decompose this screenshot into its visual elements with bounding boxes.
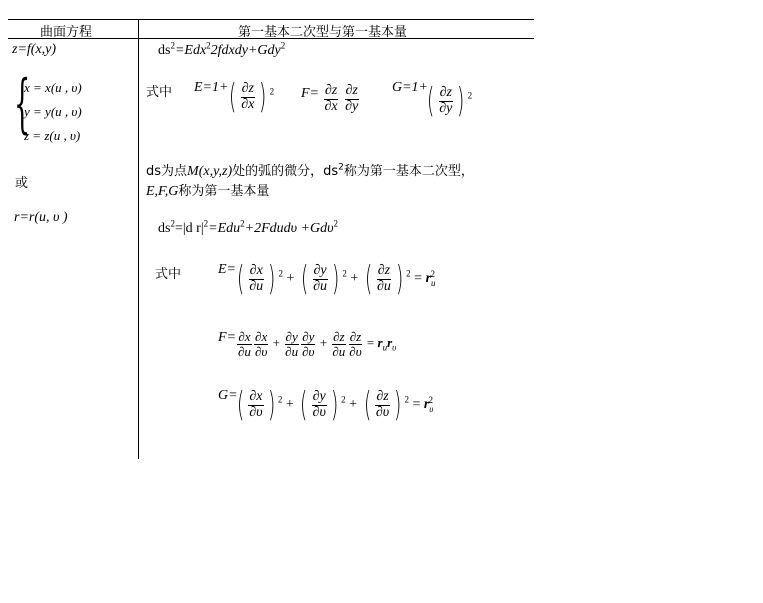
G-definition: G=1+ [392, 80, 429, 95]
ds-equation-1: $ds^2=Edx^22fdxdy+Gdy^2$ [158, 40, 286, 58]
or-label: 或 [15, 176, 29, 191]
where-label-2: 式中 [155, 267, 182, 282]
fundamental-quantities-sentence: E,F,G称为第一基本量 [146, 184, 270, 199]
G2-expression: ( $\frac{\partial x}{\partial\upsilon}$ ) $^2$ + ( $\frac{\partial y}{\partial\upsilon}$ ) $^2$ + ( $\frac{\partial z}{\partial\upsilon}$ ) $^2 = r_\upsilon^2$ [236, 385, 434, 425]
system-brace: { [14, 67, 31, 141]
F2-expression: $\frac{\partial x}{\partial u}$ $\frac{\partial x}{\partial\upsilon}$ + $\frac{\partial y}{\partial u}$ $\frac{\partial y}{\partial\upsilon}$ + $\frac{\partial z}{\partial u}$ $\frac{\partial z}{\partial\upsilon}$ = $r_ur_\upsilon$ [238, 329, 397, 359]
E-derivative-paren: ( $\frac{\partial z}{\partial x}$ ) $^2$ [228, 77, 275, 117]
G2-label: G= [218, 388, 238, 403]
G-derivative-paren: ( $\frac{\partial z}{\partial y}$ ) $^2$ [426, 81, 473, 121]
param-equation-z: z = z(u , υ) [24, 128, 81, 143]
E2-label: E= [218, 262, 236, 277]
F-definition: F= $\frac{\partial z}{\partial x}$ $\frac{\partial z}{\partial y}$ [301, 83, 359, 114]
arc-differential-sentence: ds为点M(x,y,z)处的弧的微分，$ds^2$称为第一基本二次型， [146, 162, 474, 179]
param-equation-x: x = x(u , υ) [24, 80, 82, 95]
header-first-fundamental-form: 第一基本二次型与第一基本量 [238, 25, 408, 40]
ds-equation-2: $ds^2=|d$ $r|^2=Edu^2+2Fdud\upsilon +Gd\upsilon^2$ [158, 218, 339, 236]
E2-expression: ( $\frac{\partial x}{\partial u}$ ) $^2$ + ( $\frac{\partial y}{\partial u}$ ) $^2$ + ( $\frac{\partial z}{\partial u}$ ) $^2 = r_u^2$ [236, 259, 436, 299]
header-surface-equation: 曲面方程 [40, 25, 93, 40]
where-label-1: 式中 [146, 85, 173, 100]
vector-surface-equation: r=r(u, υ ) [14, 210, 68, 225]
table-top-rule [8, 19, 534, 20]
F2-label: F= [218, 330, 236, 345]
E-definition: E=1+ [194, 80, 229, 95]
param-equation-y: y = y(u , υ) [24, 104, 82, 119]
explicit-surface-equation: z=f(x,y) [12, 42, 57, 57]
column-divider [138, 19, 139, 459]
